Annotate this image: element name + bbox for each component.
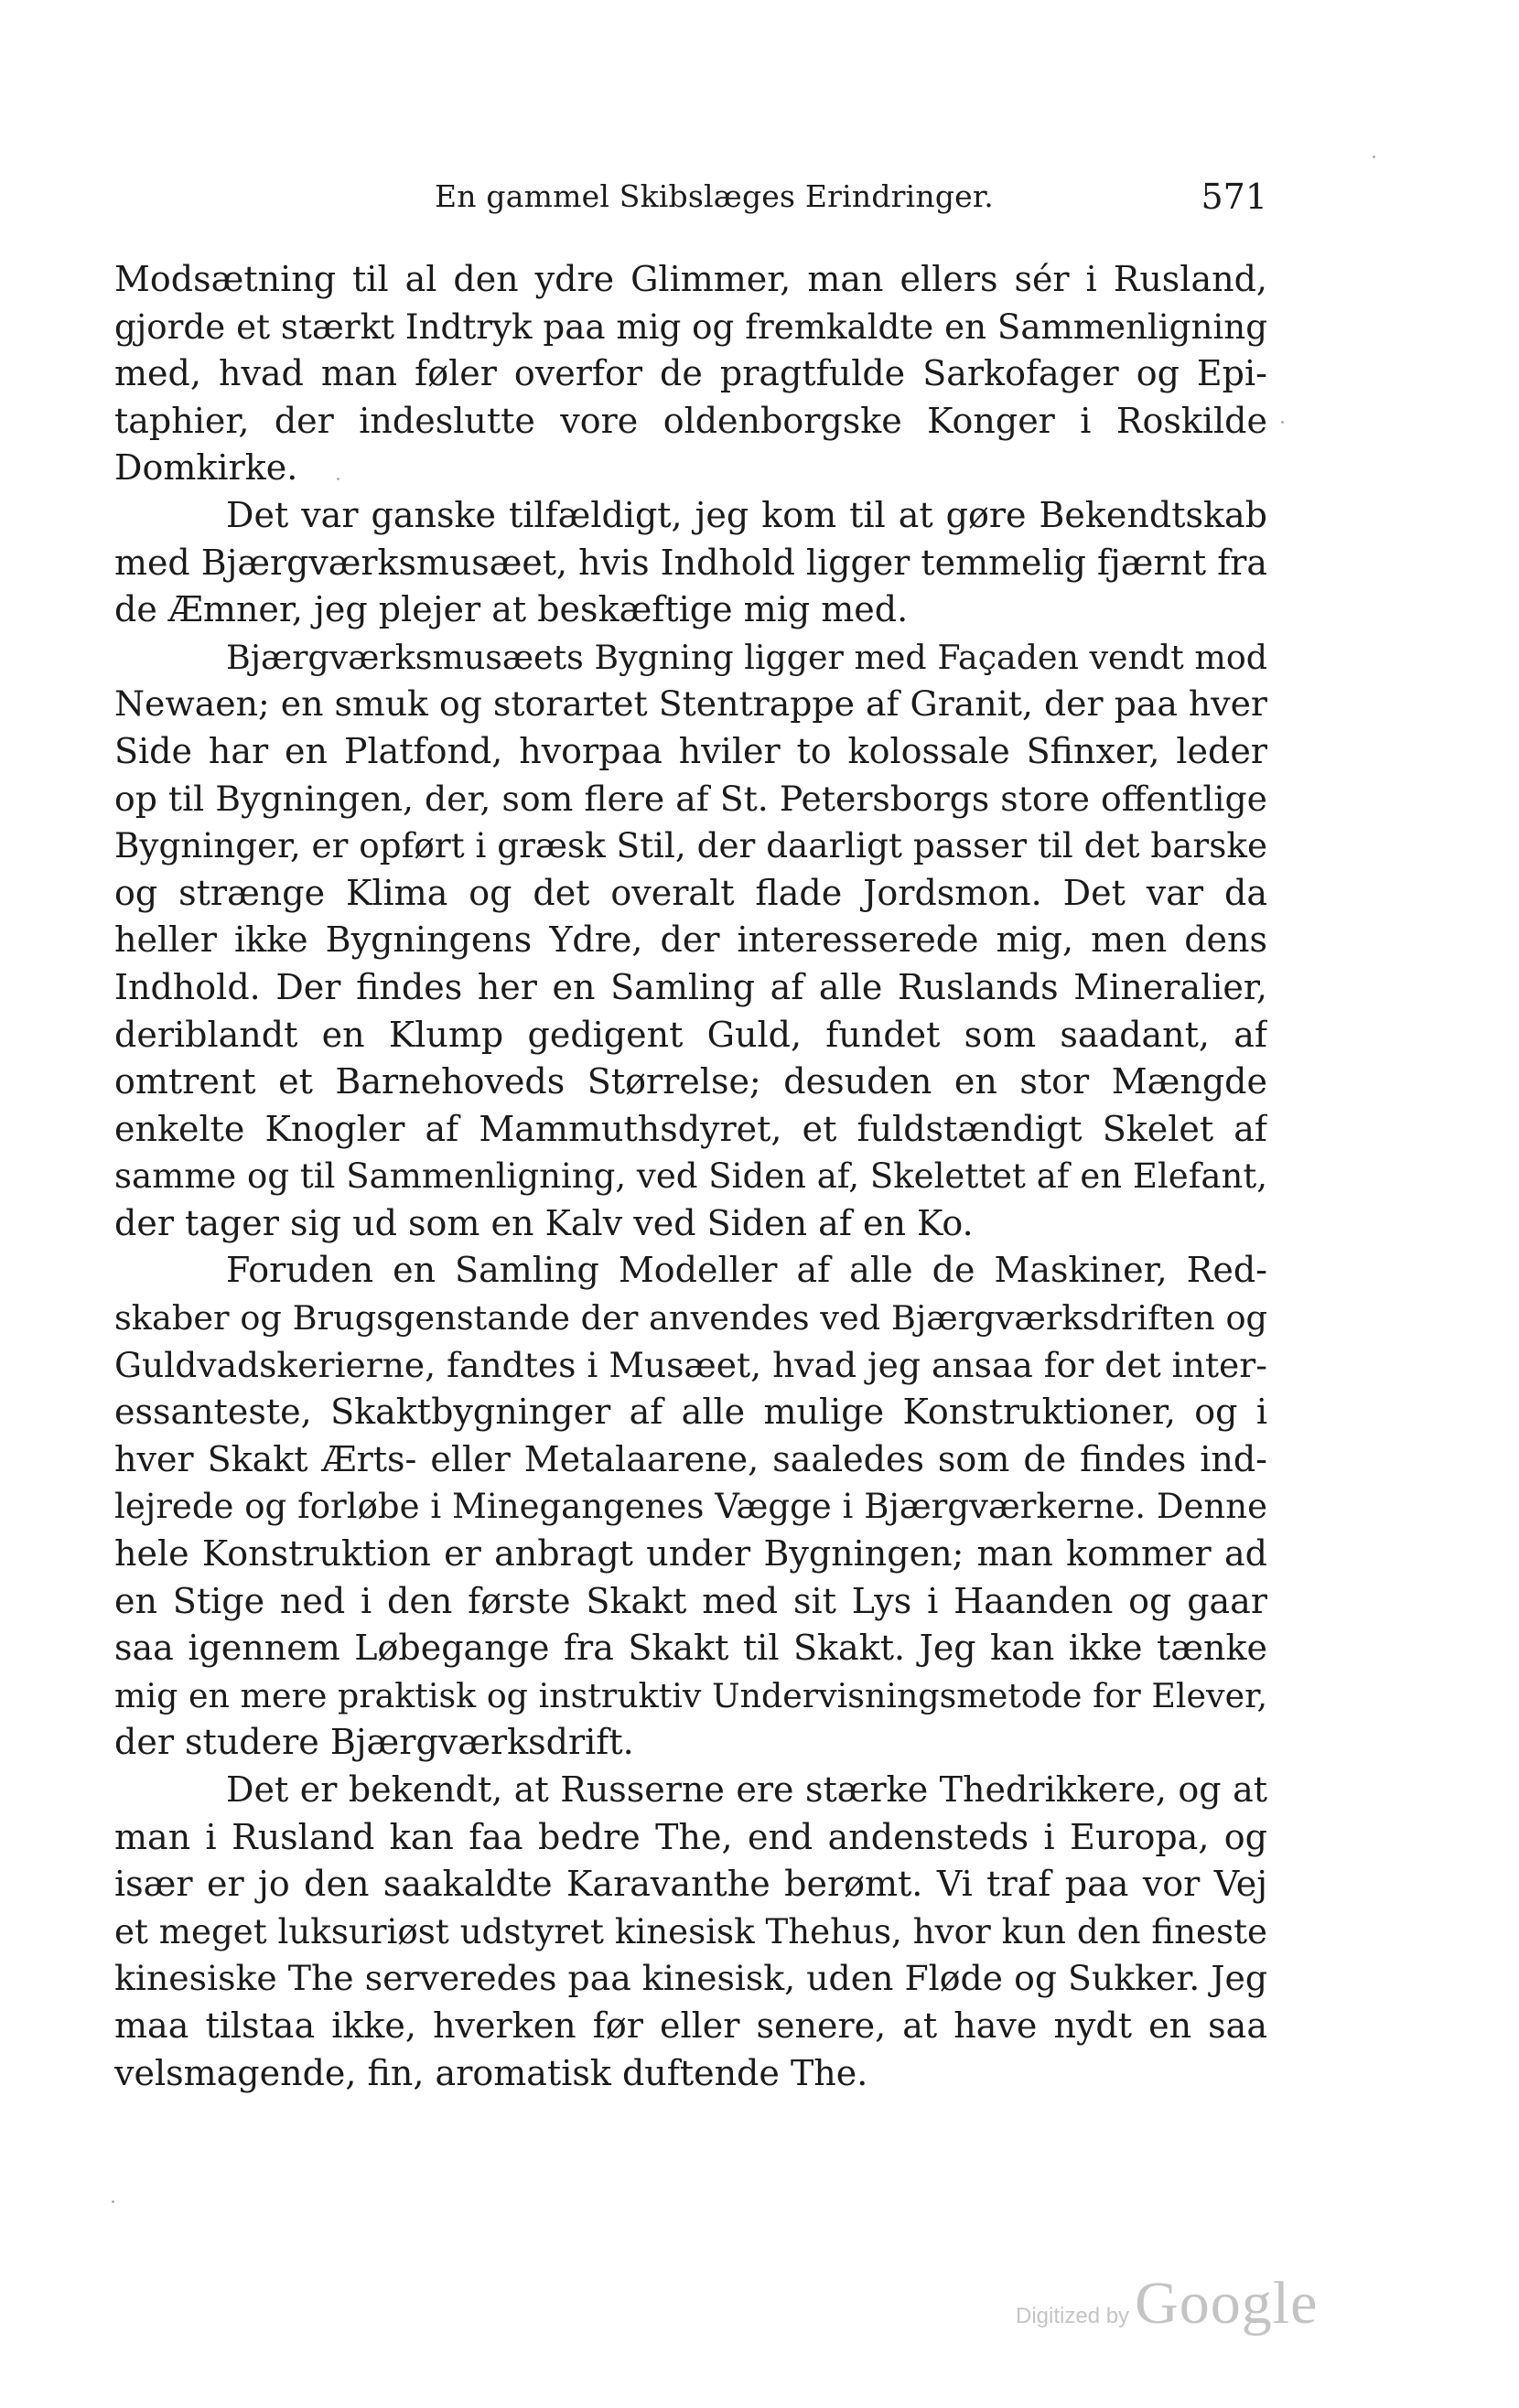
text-line: især er jo den saakaldte Karavanthe berømt. Vi traf paa vor Vej — [114, 1864, 1267, 1905]
paper-speck — [1281, 421, 1284, 424]
paper-speck — [1373, 156, 1375, 158]
text-line: der studere Bjærgværksdrift. — [114, 1722, 634, 1763]
text-line: Modsætning til al den ydre Glimmer, man ellers sér i Rusland, — [114, 259, 1267, 299]
text-line: hver Skakt Ærts- eller Metalaarene, saaledes som de findes ind- — [114, 1438, 1267, 1479]
text-line: skaber og Brugsgenstande der anvendes ved Bjærgværksdriften og — [114, 1298, 1267, 1338]
page-header — [114, 178, 1267, 233]
text-line: Guldvadskerierne, fandtes i Musæet, hvad jeg ansaa for det inter- — [114, 1344, 1267, 1385]
text-line: op til Bygningen, der, som flere af St. Petersborgs store offentlige — [114, 778, 1267, 819]
watermark-prefix: Digitized by — [1016, 2304, 1130, 2328]
text-line: maa tilstaa ikke, hverken før eller senere, at have nydt en saa — [114, 2005, 1267, 2046]
watermark-brand-logo: Google — [1135, 2270, 1319, 2337]
text-line: Det var ganske tilfældigt, jeg kom til at gøre Bekendtskab — [226, 494, 1267, 535]
text-line: Det er bekendt, at Russerne ere stærke Thedrikkere, og at — [226, 1769, 1267, 1810]
text-line: Side har en Platfond, hvorpaa hviler to kolossale Sfinxer, leder — [114, 730, 1267, 771]
text-line: man i Rusland kan faa bedre The, end andensteds i Europa, og — [114, 1816, 1267, 1857]
text-line: kinesiske The serveredes paa kinesisk, uden Fløde og Sukker. Jeg — [114, 1958, 1267, 1999]
text-line: essanteste, Skaktbygninger af alle mulige Konstruktioner, og i — [114, 1392, 1267, 1433]
text-line: velsmagende, fin, aromatisk duftende The. — [114, 2052, 868, 2093]
text-line: hele Konstruktion er anbragt under Bygningen; man kommer ad — [114, 1533, 1267, 1575]
text-line: og strænge Klima og det overalt flade Jordsmon. Det var da — [114, 872, 1267, 913]
text-line: gjorde et stærkt Indtryk paa mig og fremkaldte en Sammenligning — [114, 306, 1267, 347]
text-line: med Bjærgværksmusæet, hvis Indhold ligger temmelig fjærnt fra — [114, 542, 1267, 583]
text-line: et meget luksuriøst udstyret kinesisk Thehus, hvor kun den fineste — [114, 1911, 1267, 1951]
text-line: med, hvad man føler overfor de pragtfulde Sarkofager og Epi- — [114, 353, 1267, 394]
text-line: taphier, der indeslutte vore oldenborgske Konger i Roskilde — [114, 400, 1267, 441]
text-line: Foruden en Samling Modeller af alle de Maskiner, Red- — [226, 1250, 1267, 1291]
text-line: heller ikke Bygningens Ydre, der interesserede mig, men dens — [114, 919, 1267, 961]
text-line: enkelte Knogler af Mammuthsdyret, et fuldstændigt Skelet af — [114, 1108, 1267, 1149]
text-line: Indhold. Der findes her en Samling af alle Ruslands Mineralier, — [114, 966, 1267, 1007]
text-line: Bygninger, er opført i græsk Stil, der daarligt passer til det barske — [114, 825, 1267, 866]
text-line: saa igennem Løbegange fra Skakt til Skakt. Jeg kan ikke tænke — [114, 1628, 1267, 1669]
running-title: En gammel Skibslæges Erindringer. — [435, 178, 994, 214]
text-line: Domkirke. — [114, 447, 298, 489]
text-line: Bjærgværksmusæets Bygning ligger med Façaden vendt mod — [226, 637, 1267, 677]
text-line: en Stige ned i den første Skakt med sit Lys i Haanden og gaar — [114, 1580, 1267, 1621]
page-number: 571 — [1201, 177, 1267, 217]
text-line: de Æmner, jeg plejer at beskæftige mig med. — [114, 589, 909, 630]
paper-speck — [337, 478, 339, 480]
text-line: Newaen; en smuk og storartet Stentrappe af Granit, der paa hver — [114, 683, 1267, 725]
text-line: der tager sig ud som en Kalv ved Siden af en Ko. — [114, 1202, 974, 1243]
text-line: lejrede og forløbe i Minegangenes Vægge i Bjærgværkerne. Denne — [114, 1487, 1267, 1527]
text-line: samme og til Sammenligning, ved Siden af, Skelettet af en Elefant, — [114, 1156, 1267, 1197]
text-line: mig en mere praktisk og instruktiv Undervisningsmetode for Elever, — [114, 1675, 1267, 1715]
digitized-by-watermark — [1016, 2269, 1319, 2337]
paper-speck — [112, 2200, 114, 2203]
text-line: deriblandt en Klump gedigent Guld, fundet som saadant, af — [114, 1014, 1267, 1055]
text-line: omtrent et Barnehoveds Størrelse; desuden en stor Mængde — [114, 1061, 1267, 1102]
body-text — [114, 256, 1267, 2097]
